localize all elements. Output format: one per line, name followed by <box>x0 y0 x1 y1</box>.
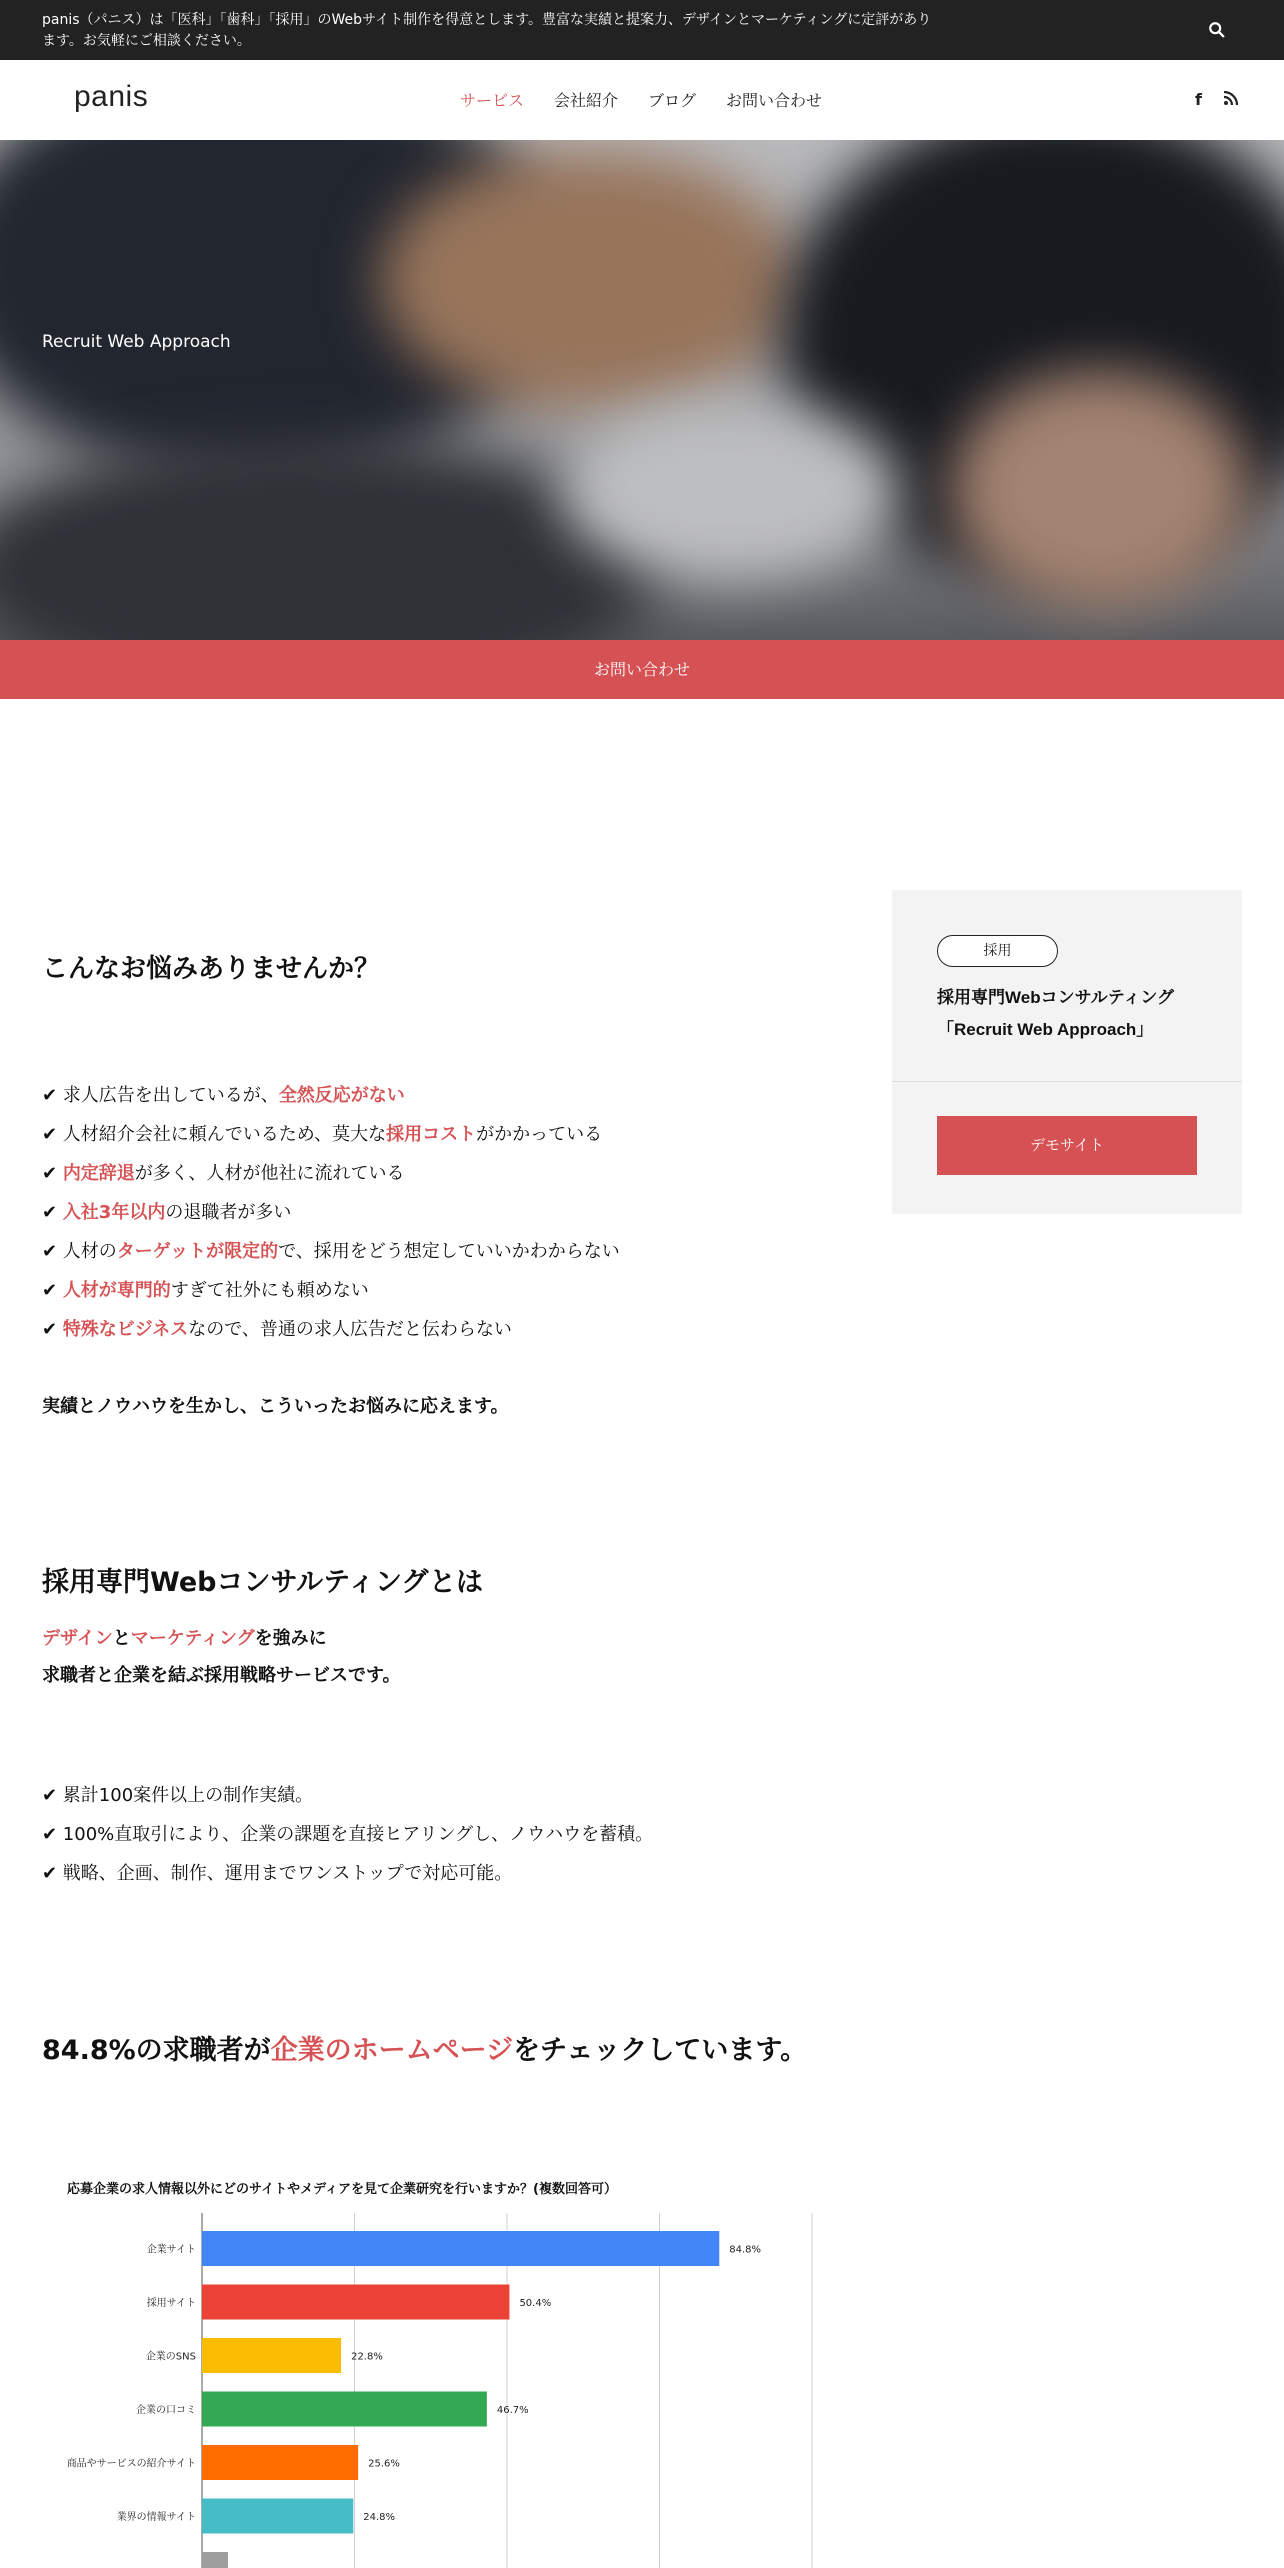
list-item: ✔ 戦略、企画、制作、運用までワンストップで対応可能。 <box>42 1863 513 1884</box>
topbar-message: panis（パニス）は「医科」「歯科」「採用」のWebサイト制作を得意とします。豊富な実績と提案力、デザインとマーケティングに定評があります。お気軽にご相談ください。 <box>42 12 932 49</box>
section-heading-worries: こんなお悩みありませんか？ <box>42 954 381 984</box>
list-item: ✔ 累計100案件以上の制作実績。 <box>42 1785 314 1806</box>
divider <box>892 1081 1242 1082</box>
chart-title: 応募企業の求人情報以外にどのサイトやメディアを見て企業研究を行いますか？(複数回答可） <box>67 2182 617 2197</box>
category-label: 商品やサービスの紹介サイト <box>66 2458 196 2470</box>
facebook-icon[interactable]: f <box>1195 90 1202 109</box>
strengths-list <box>42 1776 862 1893</box>
category-label: 採用サイト <box>146 2298 196 2309</box>
nav-item-blog[interactable]: ブログ <box>648 91 697 110</box>
rss-icon[interactable] <box>1224 91 1238 105</box>
chart-bar <box>202 2445 358 2480</box>
value-label: 25.6% <box>368 2458 400 2470</box>
sidebar-title: 採用専門Webコンサルティング 「Recruit Web Approach」 <box>937 988 1175 1039</box>
section-heading-about: 採用専門Webコンサルティングとは <box>42 1567 483 1598</box>
value-label: 46.7% <box>496 2405 529 2416</box>
list-item: ✔ 人材が専門的すぎて社外にも頼めない <box>42 1280 369 1301</box>
nav-item-services[interactable]: サービス <box>460 91 525 110</box>
list-item: ✔ 特殊なビジネスなので、普通の求人広告だと伝わらない <box>42 1319 512 1340</box>
chart-canvas <box>42 2168 842 2568</box>
worries-closing: 実績とノウハウを生かし、こういったお悩みに応えます。 <box>42 1396 509 1417</box>
value-label: 24.8% <box>363 2512 396 2523</box>
chart-bar <box>202 2499 353 2534</box>
nav-item-company[interactable]: 会社紹介 <box>554 91 619 110</box>
contact-button[interactable]: お問い合わせ <box>0 640 1284 699</box>
site-logo[interactable]: panis <box>74 80 149 113</box>
list-item: ✔ 入社3年以内の退職者が多い <box>42 1202 292 1223</box>
category-label: 企業サイト <box>146 2244 196 2256</box>
top-bar <box>0 0 1284 60</box>
worries-list <box>42 1076 862 1349</box>
sidebar-card <box>892 890 1242 1214</box>
chart-bar <box>202 2231 719 2266</box>
category-label: 企業のSNS <box>145 2351 196 2363</box>
nav-item-contact[interactable]: お問い合わせ <box>726 91 823 110</box>
category-tag[interactable]: 採用 <box>937 935 1058 967</box>
main-nav <box>460 88 822 111</box>
category-label: 業界の情報サイト <box>116 2512 196 2523</box>
chart-bar <box>202 2338 341 2373</box>
value-label: 50.4% <box>519 2298 552 2309</box>
list-item: ✔ 人材紹介会社に頼んでいるため、莫大な採用コストがかかっている <box>42 1124 603 1145</box>
chart-bar <box>202 2285 509 2320</box>
demo-site-button[interactable]: デモサイト <box>937 1116 1197 1175</box>
list-item: ✔ 人材のターゲットが限定的で、採用をどう想定していいかわからない <box>42 1241 620 1262</box>
list-item: ✔ 内定辞退が多く、人材が他社に流れている <box>42 1163 405 1184</box>
about-lead: デザインとマーケティングを強みに 求職者と企業を結ぶ採用戦略サービスです。 <box>42 1628 401 1686</box>
chart-bar <box>202 2552 228 2568</box>
section-heading-stat: 84.8%の求職者が企業のホームページをチェックしています。 <box>42 2035 808 2066</box>
search-icon[interactable] <box>1208 21 1226 39</box>
value-label: 22.8% <box>351 2351 383 2363</box>
hero-banner <box>0 140 1284 640</box>
list-item: ✔ 100%直取引により、企業の課題を直接ヒアリングし、ノウハウを蓄積。 <box>42 1824 654 1845</box>
list-item: ✔ 求人広告を出しているが、全然反応がない <box>42 1085 405 1106</box>
value-label: 84.8% <box>729 2244 762 2256</box>
chart-bar <box>202 2392 487 2427</box>
hero-title: Recruit Web Approach <box>42 332 231 352</box>
site-header <box>0 60 1284 140</box>
survey-chart <box>42 2168 842 2568</box>
category-label: 企業の口コミ <box>136 2405 196 2416</box>
